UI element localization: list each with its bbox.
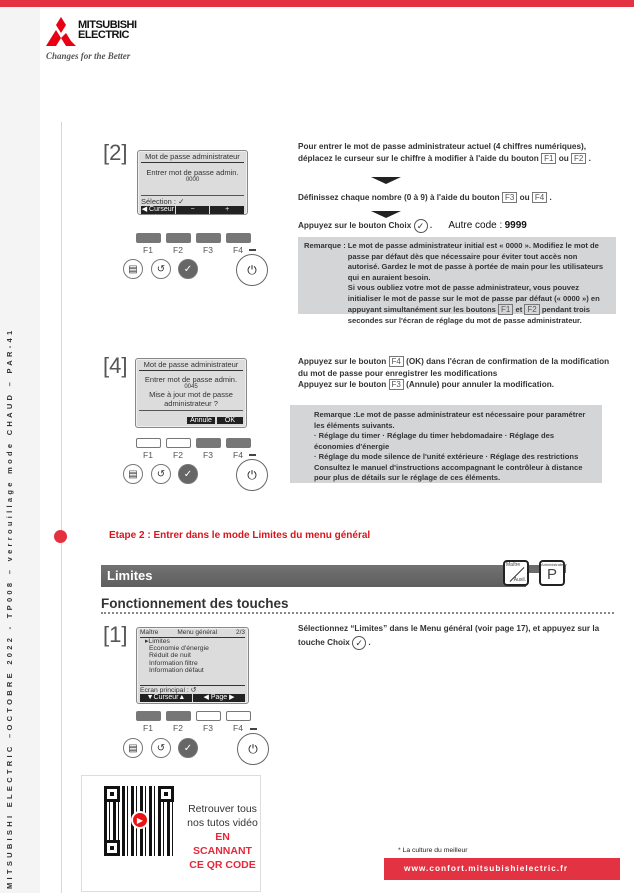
- function-keys-step2: [136, 233, 251, 243]
- three-diamonds-icon: [46, 17, 76, 47]
- f1-key[interactable]: [136, 233, 161, 243]
- menu-item[interactable]: Economie d'énergie: [149, 645, 209, 653]
- down-arrow-icon: [371, 211, 401, 218]
- f3-key[interactable]: [196, 233, 221, 243]
- timeline-line: [61, 122, 62, 893]
- fkey-labels-step4: F1 F2 F3 F4: [143, 450, 243, 460]
- return-button[interactable]: [151, 259, 171, 279]
- left-margin-strip: [0, 7, 40, 893]
- website-link[interactable]: www.confort.mitsubishielectric.fr: [384, 858, 620, 880]
- brand-name: MITSUBISHI ELECTRIC: [78, 19, 137, 41]
- menu-item[interactable]: Réduit de nuit: [149, 652, 191, 660]
- menu-button[interactable]: [123, 738, 143, 758]
- f4-key[interactable]: [226, 438, 251, 448]
- f1-key[interactable]: [136, 438, 161, 448]
- master-aux-icon: Maître Auxil.: [503, 560, 529, 586]
- check-icon: ✓: [183, 742, 193, 754]
- qr-promo-box: [81, 775, 261, 892]
- administrator-icon: Administrateur P: [539, 560, 565, 586]
- step4-remark-box: Remarque :Le mot de passe administrateur est nécessaire pour paramétrer les éléments suivants. · Réglage du timer · Réglage du timer hebdomadaire · Réglage des économies d'énergie · Réglage du mode silence de l'unité extérieure · Réglage des restrictions Consultez le manuel d'instructions accompagnant le contrôleur à distance pour plus de détails sur le réglage de ces éléments.: [290, 405, 602, 483]
- step-number-1: [1]: [103, 622, 128, 647]
- menu-icon: ▤: [128, 742, 138, 754]
- step2-instruction-1: Pour entrer le mot de passe administrateur actuel (4 chiffres numériques), déplacez le curseur sur le chiffre à modifier à l'aide du bouton F1 ou F2 .: [298, 142, 591, 163]
- menu-icon: ▤: [128, 468, 138, 480]
- check-icon: ✓: [183, 468, 193, 480]
- f2-key[interactable]: [166, 438, 191, 448]
- footer-tagline: * La culture du meilleur: [398, 847, 468, 854]
- power-button[interactable]: [236, 459, 268, 491]
- step4-instructions: Appuyez sur le bouton F4 (OK) dans l'écran de confirmation de la modification du mot de passe pour enregistrer les modifications Appuyez sur le bouton F3 (Annule) pour annuler la modification.: [298, 357, 610, 389]
- step2-instruction-3: Appuyez sur le bouton Choix ✓ . Autre code : 9999: [298, 220, 527, 232]
- section-title-bar: Limites: [101, 565, 526, 587]
- select-button[interactable]: [178, 259, 198, 279]
- section-subtitle: Fonctionnement des touches: [101, 596, 289, 611]
- function-keys-step1: [136, 711, 251, 721]
- power-button[interactable]: [237, 733, 269, 765]
- qr-code[interactable]: [104, 786, 174, 856]
- menu-item[interactable]: ▸Limites: [145, 638, 170, 645]
- menu-item[interactable]: Information filtre: [149, 659, 198, 667]
- f3-key[interactable]: [196, 711, 221, 721]
- step2-remark-box: Remarque : Le mot de passe administrateur initial est « 0000 ». Modifiez le mot de passe par défaut dès que nécessaire pour éviter tout accès non autorisé. Gardez le mot de passe à portée de main pour les utilisateurs qui en auraient besoin. Si vous oubliez votre mot de passe administrateur, vous pouvez initialiser le mot de passe sur le mot de passe par défaut (« 0000 ») en appuyant simultanément sur les boutons F1 et F2 pendant trois secondes sur l'écran de réglage du mot de passe administrateur.: [298, 237, 616, 314]
- f1-key[interactable]: [136, 711, 161, 721]
- step-heading: Etape 2 : Entrer dans le mode Limites du menu général: [109, 530, 371, 541]
- return-icon: ↺: [156, 263, 166, 275]
- qr-caption: Retrouver tous nos tutos vidéo EN SCANNANT CE QR CODE: [187, 803, 258, 871]
- f2-key[interactable]: [166, 233, 191, 243]
- lcd-screen-step2: Mot de passe administrateur Entrer mot de passe admin. 0000 Sélection : ✓ ◀ Curseur ▶ − +: [137, 150, 248, 215]
- menu-button[interactable]: [123, 259, 143, 279]
- menu-button[interactable]: [123, 464, 143, 484]
- return-button[interactable]: [151, 738, 171, 758]
- power-icon: ⏻: [247, 467, 257, 482]
- choice-check-icon: ✓: [352, 636, 366, 650]
- lcd-function-bar: ▼Curseur▲ ◀ Page ▶: [140, 694, 245, 702]
- lcd-menu-list: [137, 638, 248, 674]
- check-icon: ✓: [183, 263, 193, 275]
- power-button[interactable]: [236, 254, 268, 286]
- f2-key[interactable]: [166, 711, 191, 721]
- fkey-labels-step1: F1 F2 F3 F4: [143, 723, 243, 733]
- step2-instruction-2: Définissez chaque nombre (0 à 9) à l'aide du bouton F3 ou F4 .: [298, 193, 552, 202]
- brand-tagline: Changes for the Better: [46, 51, 131, 61]
- lcd-screen-step4: Mot de passe administrateur Entrer mot de passe admin. 0045 Mise à jour mot de passe administrateur ? Annule OK: [135, 358, 247, 428]
- select-button[interactable]: [178, 738, 198, 758]
- lcd-function-bar: ◀ Curseur ▶ − +: [141, 206, 244, 214]
- power-icon: ⏻: [247, 262, 257, 277]
- dotted-divider: [101, 612, 614, 614]
- f4-key[interactable]: [226, 233, 251, 243]
- top-accent-bar: [0, 0, 634, 7]
- lcd-ok-label: OK: [217, 417, 243, 424]
- return-icon: ↺: [156, 742, 166, 754]
- youtube-play-icon: ▶: [131, 811, 149, 829]
- step-number-4: [4]: [103, 353, 128, 378]
- function-keys-step4: [136, 438, 251, 448]
- choice-check-icon: ✓: [414, 219, 428, 233]
- power-icon: ⏻: [248, 741, 258, 756]
- down-arrow-icon: [371, 177, 401, 184]
- step-number-2: [2]: [103, 140, 128, 165]
- return-button[interactable]: [151, 464, 171, 484]
- step1-instruction: Sélectionnez “Limites” dans le Menu général (voir page 17), et appuyez sur la touche Choix ✓ .: [298, 624, 600, 648]
- lcd-screen-step1: Maître Menu général 2/3 ▸Limites Economie d'énergie Réduit de nuit Information filtre Information défaut Ecran principal : ↺ ▼Curseur▲ ◀ Page ▶: [136, 627, 249, 704]
- menu-item[interactable]: Information défaut: [149, 666, 204, 674]
- f3-key[interactable]: [196, 438, 221, 448]
- f4-key[interactable]: [226, 711, 251, 721]
- fkey-labels-step2: F1 F2 F3 F4: [143, 245, 243, 255]
- return-icon: ↺: [156, 468, 166, 480]
- menu-icon: ▤: [128, 263, 138, 275]
- lcd-cancel-label: Annule: [187, 417, 215, 424]
- timeline-dot: [54, 530, 67, 543]
- side-document-reference: MITSUBISHI ELECTRIC –OCTOBRE 2022 - TP008 – verrouillage mode CHAUD – PAR-41: [5, 327, 14, 889]
- mitsubishi-logo: [46, 17, 156, 67]
- select-button[interactable]: [178, 464, 198, 484]
